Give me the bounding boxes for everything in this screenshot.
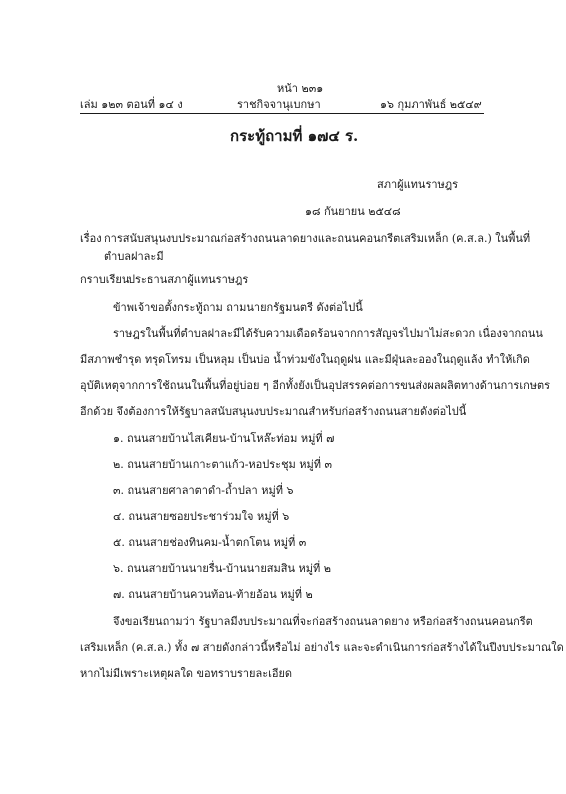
road-item: ๑. ถนนสายบ้านไสเคียน-บ้านโหล๊ะท่อม หมู่ที่ ๗ [113, 432, 335, 445]
page-number: หน้า ๒๓๑ [277, 82, 324, 95]
paragraph-line: เสริมเหล็ก (ค.ส.ล.) ทั้ง ๗ สายดังกล่าวนี้หรือไม่ อย่างไร และจะดำเนินการก่อสร้างได้ในปีงบประมาณใด [80, 641, 564, 654]
subject-label: เรื่อง [80, 232, 102, 245]
subject-line-1: การสนับสนุนงบประมาณก่อสร้างถนนลาดยางและถนนคอนกรีตเสริมเหล็ก (ค.ส.ล.) ในพื้นที่ [104, 232, 531, 245]
subject-line-2: ตำบลฝาละมี [104, 250, 164, 263]
road-item: ๔. ถนนสายซอยประชาร่วมใจ หมู่ที่ ๖ [113, 510, 290, 523]
road-item: ๓. ถนนสายศาลาตาดำ-ถ้ำปลา หมู่ที่ ๖ [113, 484, 294, 497]
paragraph-line: อีกด้วย จึงต้องการให้รัฐบาลสนับสนุนงบประมาณสำหรับก่อสร้างถนนสายดังต่อไปนี้ [80, 405, 467, 418]
road-item: ๕. ถนนสายช่องทินคม-น้ำตกโตน หมู่ที่ ๓ [113, 536, 307, 549]
paragraph-line: จึงขอเรียนถามว่า รัฐบาลมีงบประมาณที่จะก่อสร้างถนนลาดยาง หรือก่อสร้างถนนคอนกรีต [113, 615, 533, 628]
gazette-name: ราชกิจจานุเบกษา [237, 98, 321, 111]
paragraph-line: ราษฎรในพื้นที่ตำบลฝาละมีได้รับความเดือดร้อนจากการสัญจรไปมาไม่สะดวก เนื่องจากถนน [113, 327, 543, 340]
header-rule [80, 113, 484, 114]
paragraph-line: อุบัติเหตุจากการใช้ถนนในพื้นที่อยู่บ่อย ๆ อีกทั้งยังเป็นอุปสรรคต่อการขนส่งผลผลิตทางด้านการเกษตร [80, 379, 551, 392]
road-item: ๖. ถนนสายบ้านนายรื่น-บ้านนายสมสิน หมู่ที่ ๒ [113, 562, 331, 575]
to-value: ประธานสภาผู้แทนราษฎร [128, 273, 249, 286]
paragraph-line: มีสภาพชำรุด ทรุดโทรม เป็นหลุม เป็นบ่อ น้ำท่วมขังในฤดูฝน และมีฝุ่นละอองในฤดูแล้ง ทำให้เกิด [80, 353, 530, 366]
addressee-org: สภาผู้แทนราษฎร [377, 178, 459, 191]
gazette-date: ๑๖ กุมภาพันธ์ ๒๕๔๙ [380, 98, 482, 111]
paragraph-line: หากไม่มีเพราะเหตุผลใด ขอทราบรายละเอียด [80, 667, 293, 680]
document-date: ๑๘ กันยายน ๒๕๔๘ [305, 205, 401, 218]
road-item: ๗. ถนนสายบ้านควนท้อน-ท้ายอ้อน หมู่ที่ ๒ [113, 588, 313, 601]
road-item: ๒. ถนนสายบ้านเกาะตาแก้ว-หอประชุม หมู่ที่ ๓ [113, 458, 333, 471]
intro-sentence: ข้าพเจ้าขอตั้งกระทู้ถาม ถามนายกรัฐมนตรี ดังต่อไปนี้ [113, 301, 363, 314]
page-title: กระทู้ถามที่ ๑๗๔ ร. [230, 127, 359, 145]
to-label: กราบเรียน [80, 273, 130, 286]
volume-info: เล่ม ๑๒๓ ตอนที่ ๑๔ ง [80, 98, 183, 111]
